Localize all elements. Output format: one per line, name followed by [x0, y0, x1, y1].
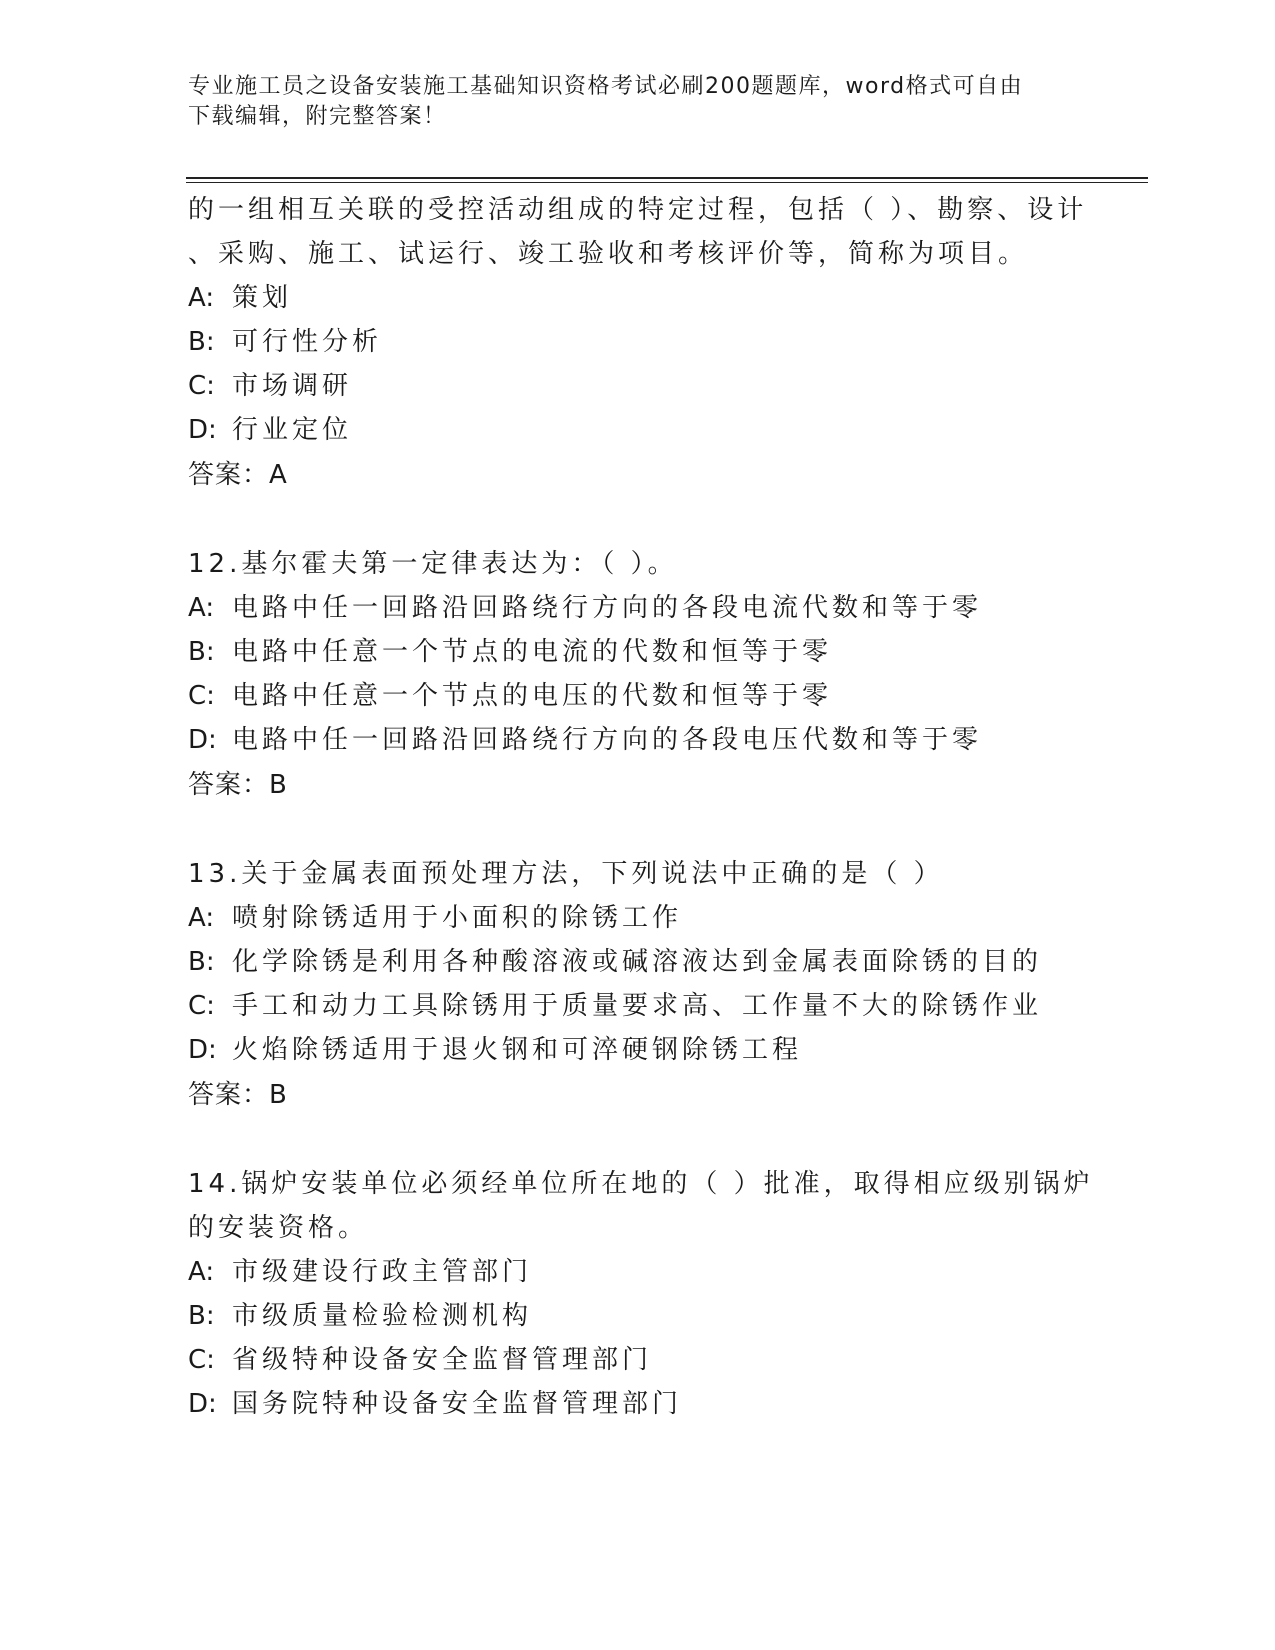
header-divider-thin [186, 182, 1148, 183]
question-content [188, 188, 1128, 1426]
option-key: C: [188, 681, 215, 711]
document-header [188, 72, 1068, 132]
option-b [188, 1294, 1128, 1338]
option-text: 电路中任一回路沿回路绕行方向的各段电压代数和等于零 [232, 725, 983, 755]
option-key: A: [188, 283, 215, 313]
option-key: D: [188, 1035, 217, 1065]
header-divider-thick [186, 177, 1148, 179]
option-key: B: [188, 327, 215, 357]
option-d [188, 718, 1128, 762]
option-key: D: [188, 1389, 217, 1419]
option-a [188, 276, 1128, 320]
option-key: D: [188, 725, 217, 755]
question-block-12 [188, 542, 1128, 808]
answer-line: 答案：B [188, 1080, 288, 1110]
option-c [188, 364, 1128, 408]
option-key: B: [188, 637, 215, 667]
header-line-1: 专业施工员之设备安装施工基础知识资格考试必刷200题题库，word格式可自由 [188, 74, 1024, 99]
answer-line: 答案：A [188, 460, 288, 490]
option-text: 电路中任意一个节点的电流的代数和恒等于零 [232, 637, 833, 667]
option-d [188, 408, 1128, 452]
header-line-2: 下载编辑，附完整答案！ [188, 104, 447, 129]
question-block-11 [188, 188, 1128, 498]
option-text: 策划 [232, 283, 293, 313]
option-text: 电路中任一回路沿回路绕行方向的各段电流代数和等于零 [232, 593, 983, 623]
option-text: 电路中任意一个节点的电压的代数和恒等于零 [232, 681, 833, 711]
answer-line: 答案：B [188, 770, 288, 800]
option-key: B: [188, 947, 215, 977]
option-b [188, 940, 1128, 984]
option-text: 行业定位 [232, 415, 353, 445]
option-d [188, 1028, 1128, 1072]
option-key: A: [188, 593, 215, 623]
option-d [188, 1382, 1128, 1426]
question-text-line: 14.锅炉安装单位必须经单位所在地的（ ）批准，取得相应级别锅炉 [188, 1169, 1094, 1199]
option-key: A: [188, 1257, 215, 1287]
option-key: C: [188, 991, 215, 1021]
option-a [188, 586, 1128, 630]
option-c [188, 1338, 1128, 1382]
option-c [188, 674, 1128, 718]
option-a [188, 896, 1128, 940]
option-text: 国务院特种设备安全监督管理部门 [232, 1389, 683, 1419]
option-key: C: [188, 1345, 215, 1375]
option-b [188, 320, 1128, 364]
option-c [188, 984, 1128, 1028]
option-a [188, 1250, 1128, 1294]
option-key: A: [188, 903, 215, 933]
option-text: 可行性分析 [232, 327, 383, 357]
option-text: 市场调研 [232, 371, 353, 401]
option-key: D: [188, 415, 217, 445]
option-key: B: [188, 1301, 215, 1331]
question-text-line: 12.基尔霍夫第一定律表达为：（ ）。 [188, 549, 678, 579]
question-text-line: 13.关于金属表面预处理方法，下列说法中正确的是（ ） [188, 859, 944, 889]
question-text-line: 的一组相互关联的受控活动组成的特定过程，包括（ ）、勘察、设计 [188, 195, 1088, 225]
option-text: 火焰除锈适用于退火钢和可淬硬钢除锈工程 [232, 1035, 803, 1065]
question-text-line: 的安装资格。 [188, 1213, 369, 1243]
option-b [188, 630, 1128, 674]
option-text: 喷射除锈适用于小面积的除锈工作 [232, 903, 683, 933]
question-text-line: 、采购、施工、试运行、竣工验收和考核评价等，简称为项目。 [188, 239, 1029, 269]
option-text: 市级质量检验检测机构 [232, 1301, 533, 1331]
option-text: 市级建设行政主管部门 [232, 1257, 533, 1287]
question-block-14 [188, 1162, 1128, 1426]
option-text: 省级特种设备安全监督管理部门 [232, 1345, 653, 1375]
question-block-13 [188, 852, 1128, 1118]
option-key: C: [188, 371, 215, 401]
option-text: 手工和动力工具除锈用于质量要求高、工作量不大的除锈作业 [232, 991, 1043, 1021]
option-text: 化学除锈是利用各种酸溶液或碱溶液达到金属表面除锈的目的 [232, 947, 1043, 977]
